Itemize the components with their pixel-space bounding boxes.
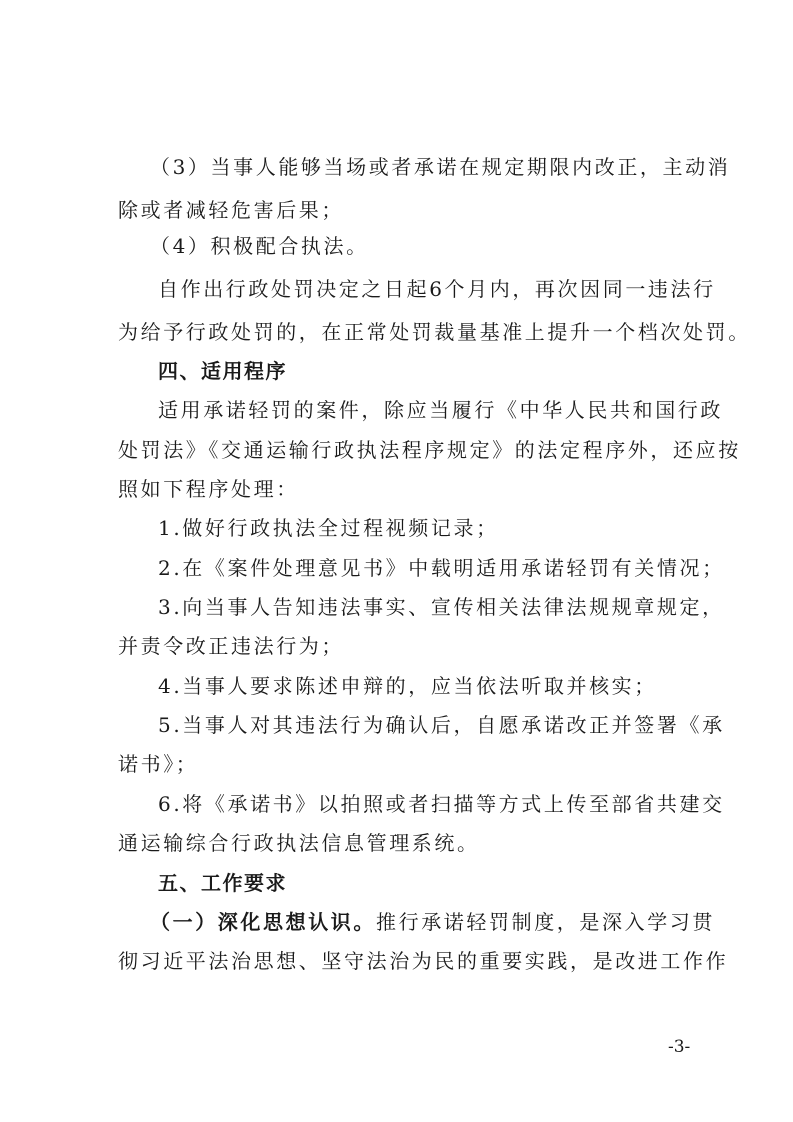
list-item: 3.向当事人告知违法事实、宣传相关法律法规规章规定， bbox=[158, 595, 725, 619]
paragraph-line: 为给予行政处罚的，在正常处罚裁量基准上提升一个档次处罚。 bbox=[118, 320, 751, 344]
list-item: 1.做好行政执法全过程视频记录； bbox=[158, 516, 499, 540]
section-heading: 五、工作要求 bbox=[158, 871, 287, 895]
paragraph-line: （3）当事人能够当场或者承诺在规定期限内改正，主动消 bbox=[150, 155, 731, 179]
list-item: 2.在《案件处理意见书》中载明适用承诺轻罚有关情况； bbox=[158, 556, 725, 580]
paragraph-line: 彻习近平法治思想、坚守法治为民的重要实践，是改进工作作 bbox=[118, 949, 729, 973]
paragraph-line: 适用承诺轻罚的案件，除应当履行《中华人民共和国行政 bbox=[158, 398, 723, 422]
paragraph-line: 自作出行政处罚决定之日起6个月内，再次因同一违法行 bbox=[158, 277, 716, 301]
paragraph-line: （4）积极配合执法。 bbox=[150, 234, 369, 258]
paragraph-line: 并责令改正违法行为； bbox=[118, 634, 344, 658]
subsection-lead: （一）深化思想认识。 bbox=[150, 910, 376, 934]
paragraph-line: 处罚法》《交通运输行政执法程序规定》的法定程序外，还应按 bbox=[118, 438, 741, 462]
paragraph-line: 除或者减轻危害后果； bbox=[118, 198, 344, 222]
paragraph-line bbox=[150, 907, 715, 937]
paragraph-text: 推行承诺轻罚制度，是深入学习贯 bbox=[376, 910, 715, 934]
paragraph-line: 照如下程序处理： bbox=[118, 477, 299, 501]
paragraph-line: 通运输综合行政执法信息管理系统。 bbox=[118, 831, 480, 855]
list-item: 6.将《承诺书》以拍照或者扫描等方式上传至部省共建交 bbox=[158, 792, 725, 816]
paragraph-line: 诺书》； bbox=[118, 752, 199, 776]
list-item: 5.当事人对其违法行为确认后，自愿承诺改正并签署《承 bbox=[158, 713, 725, 737]
list-item: 4.当事人要求陈述申辩的，应当依法听取并核实； bbox=[158, 674, 657, 698]
section-heading: 四、适用程序 bbox=[158, 359, 287, 383]
page-number: -3- bbox=[668, 1037, 691, 1057]
